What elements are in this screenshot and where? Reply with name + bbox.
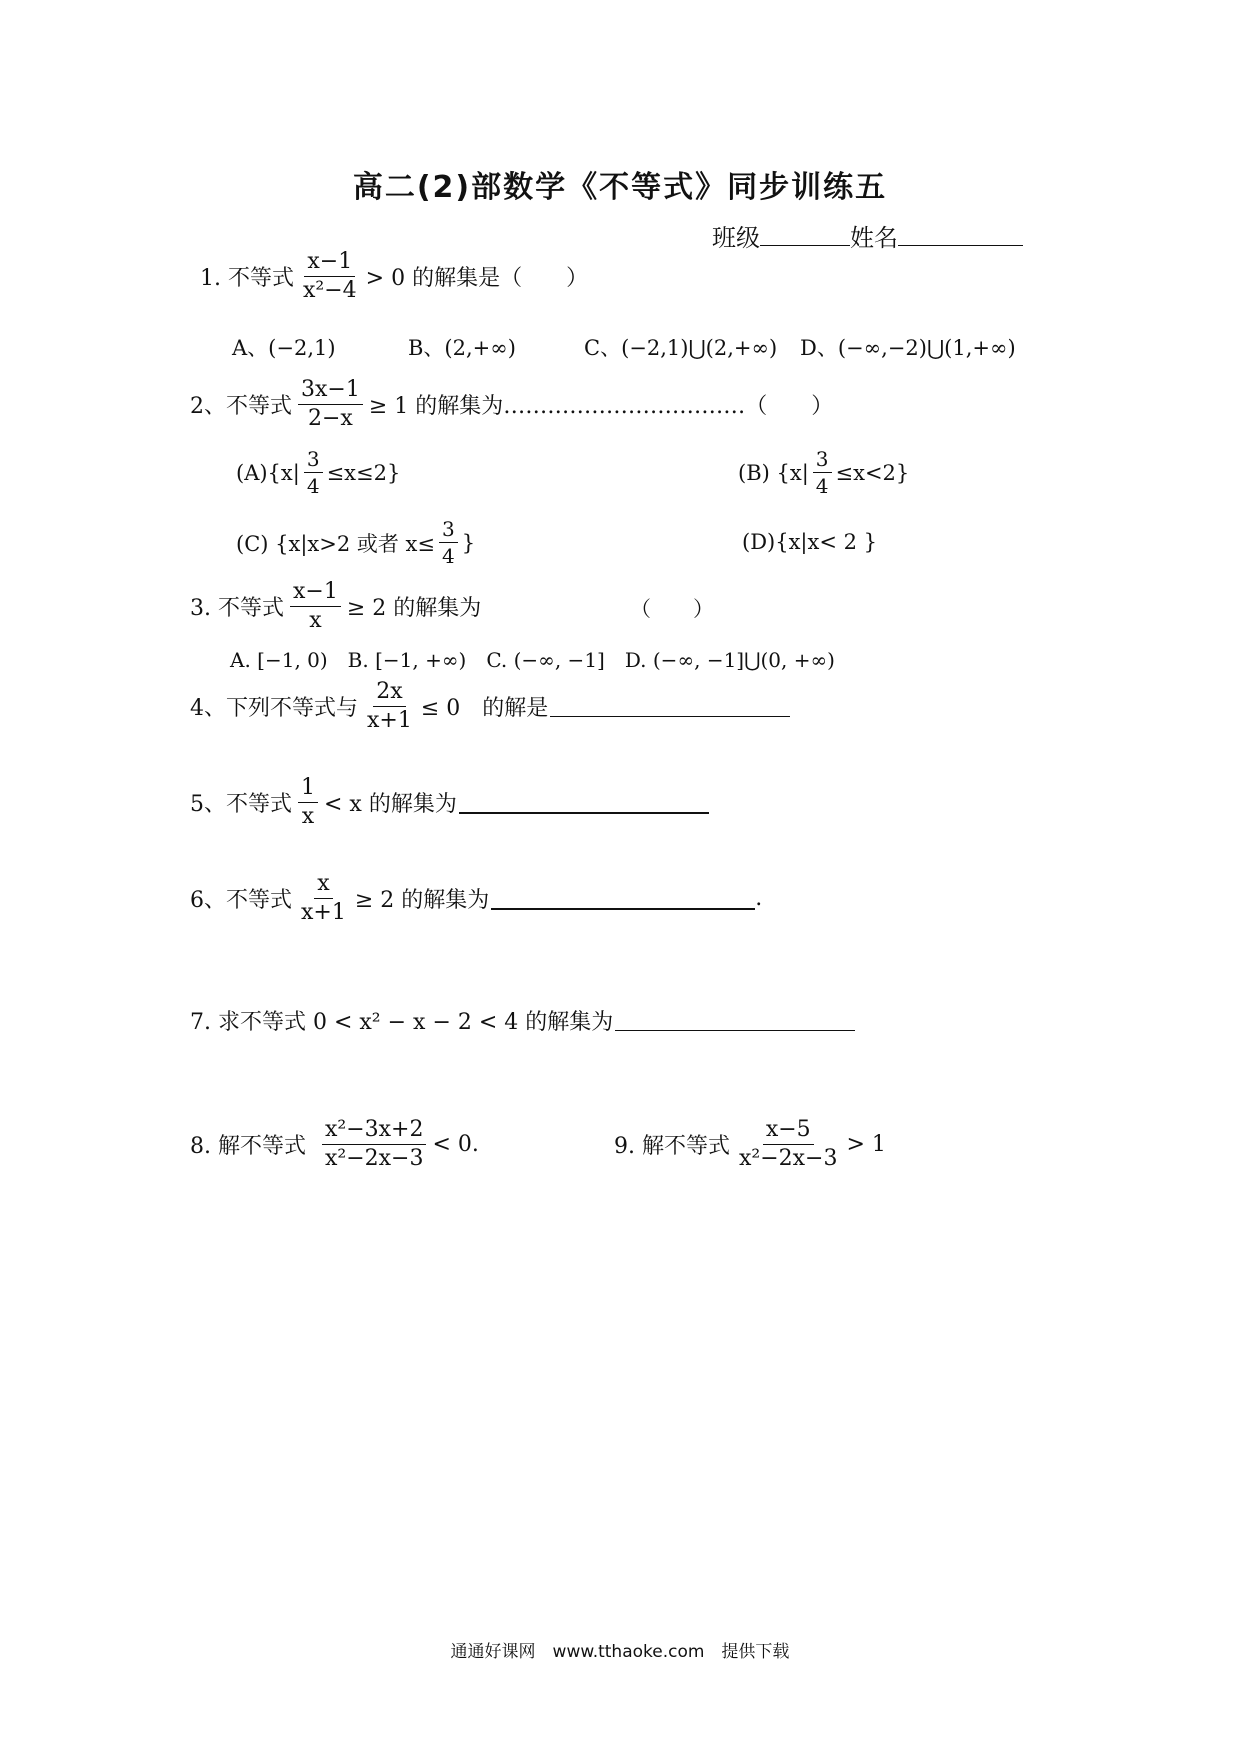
q1-option-d: D、(−∞,−2)⋃(1,+∞) bbox=[800, 336, 1016, 360]
q2-option-b-post: ≤x<2} bbox=[835, 460, 910, 485]
q2-option-c-den: 4 bbox=[442, 544, 455, 568]
q5-prefix: 5、不等式 bbox=[190, 792, 292, 818]
q3-suffix: ≥ 2 的解集为 bbox=[346, 596, 482, 622]
q2-option-b-den: 4 bbox=[815, 474, 829, 498]
question-6 bbox=[188, 872, 762, 925]
q1-suffix: > 0 的解集是（ ） bbox=[365, 266, 589, 292]
q4-denominator: x+1 bbox=[367, 708, 412, 734]
q2-suffix: ≥ 1 的解集为……………………………（ ） bbox=[368, 394, 834, 420]
q2-option-a bbox=[236, 448, 400, 497]
q3-denominator: x bbox=[309, 608, 322, 634]
q5-fraction bbox=[298, 776, 318, 829]
q2-option-c-fraction bbox=[439, 518, 458, 567]
q1-prefix: 1. 不等式 bbox=[200, 266, 294, 292]
question-5 bbox=[188, 776, 709, 829]
q2-option-b bbox=[738, 448, 909, 497]
class-blank[interactable] bbox=[760, 223, 850, 246]
q4-numerator: 2x bbox=[373, 680, 405, 707]
q2-option-c-pre: (C) {x|x>2 或者 x≤ bbox=[236, 531, 435, 556]
q2-option-c-num: 3 bbox=[439, 518, 458, 543]
page-title: 高二(2)部数学《不等式》同步训练五 bbox=[352, 170, 888, 205]
q8-fraction bbox=[322, 1118, 427, 1171]
q5-suffix: < x 的解集为 bbox=[324, 792, 457, 818]
q2-denominator: 2−x bbox=[308, 406, 353, 432]
q1-option-a: A、(−2,1) bbox=[232, 336, 336, 360]
q2-option-c bbox=[236, 518, 475, 567]
q2-option-a-den: 4 bbox=[306, 474, 320, 498]
q3-fraction bbox=[290, 580, 341, 633]
q5-answer-blank[interactable] bbox=[459, 792, 709, 814]
q2-numerator: 3x−1 bbox=[298, 378, 363, 405]
class-label: 班级 bbox=[712, 224, 760, 252]
question-4 bbox=[188, 680, 790, 733]
q6-answer-blank[interactable] bbox=[491, 888, 755, 910]
q9-numerator: x−5 bbox=[763, 1118, 814, 1145]
q8-prefix: 8. 解不等式 bbox=[190, 1134, 306, 1160]
q2-option-b-fraction bbox=[813, 448, 832, 497]
q2-option-b-pre: (B) {x| bbox=[738, 460, 809, 485]
question-1 bbox=[198, 250, 590, 303]
q1-denominator: x²−4 bbox=[302, 278, 357, 304]
question-3 bbox=[188, 580, 483, 633]
q5-denominator: x bbox=[301, 804, 315, 830]
q8-numerator: x²−3x+2 bbox=[322, 1118, 427, 1145]
q6-prefix: 6、不等式 bbox=[190, 888, 292, 914]
q2-option-a-post: ≤x≤2} bbox=[326, 460, 401, 485]
q4-fraction bbox=[364, 680, 415, 733]
q3-answer-parens: （ ） bbox=[630, 597, 714, 621]
q9-suffix: > 1 bbox=[846, 1132, 886, 1158]
q5-numerator: 1 bbox=[298, 776, 318, 803]
q1-option-b: B、(2,+∞) bbox=[408, 336, 516, 360]
q6-fraction bbox=[298, 872, 349, 925]
student-info-line bbox=[712, 218, 1023, 253]
question-7 bbox=[188, 1005, 855, 1036]
q3-prefix: 3. 不等式 bbox=[190, 596, 284, 622]
q8-denominator: x²−2x−3 bbox=[324, 1146, 424, 1172]
q1-option-c: C、(−2,1)⋃(2,+∞) bbox=[584, 336, 778, 360]
q4-answer-blank[interactable] bbox=[550, 696, 790, 717]
q9-prefix: 9. 解不等式 bbox=[614, 1134, 730, 1160]
page-footer: 通通好课网 www.tthaoke.com 提供下载 bbox=[450, 1642, 790, 1662]
q2-option-c-post: } bbox=[461, 530, 476, 555]
name-label: 姓名 bbox=[850, 224, 898, 252]
q2-option-a-pre: (A){x| bbox=[236, 460, 300, 485]
q2-option-a-num: 3 bbox=[304, 448, 323, 473]
q9-denominator: x²−2x−3 bbox=[738, 1146, 838, 1172]
q3-options: A. [−1, 0) B. [−1, +∞) C. (−∞, −1] D. (−∞, −1]⋃(0, +∞) bbox=[230, 648, 835, 672]
q6-numerator: x bbox=[314, 872, 332, 899]
q1-numerator: x−1 bbox=[304, 250, 355, 277]
q2-fraction bbox=[298, 378, 363, 431]
question-9 bbox=[612, 1118, 888, 1171]
q4-suffix: ≤ 0 的解是 bbox=[420, 696, 549, 722]
q2-option-b-num: 3 bbox=[813, 448, 832, 473]
q6-denominator: x+1 bbox=[301, 900, 346, 926]
q7-answer-blank[interactable] bbox=[615, 1010, 855, 1031]
q3-numerator: x−1 bbox=[290, 580, 341, 607]
question-8 bbox=[188, 1118, 481, 1171]
q7-text: 7. 求不等式 0 < x² − x − 2 < 4 的解集为 bbox=[190, 1010, 614, 1035]
q9-fraction bbox=[736, 1118, 841, 1171]
q2-option-d: (D){x|x< 2 } bbox=[742, 530, 878, 554]
name-blank[interactable] bbox=[898, 223, 1023, 246]
q8-suffix: < 0. bbox=[432, 1132, 479, 1158]
q4-prefix: 4、下列不等式与 bbox=[190, 696, 358, 722]
q6-suffix: ≥ 2 的解集为 bbox=[354, 888, 490, 914]
q2-option-a-fraction bbox=[304, 448, 323, 497]
question-2 bbox=[188, 378, 835, 431]
q1-fraction bbox=[300, 250, 360, 303]
q6-end: . bbox=[755, 886, 763, 912]
q2-prefix: 2、不等式 bbox=[190, 394, 292, 420]
